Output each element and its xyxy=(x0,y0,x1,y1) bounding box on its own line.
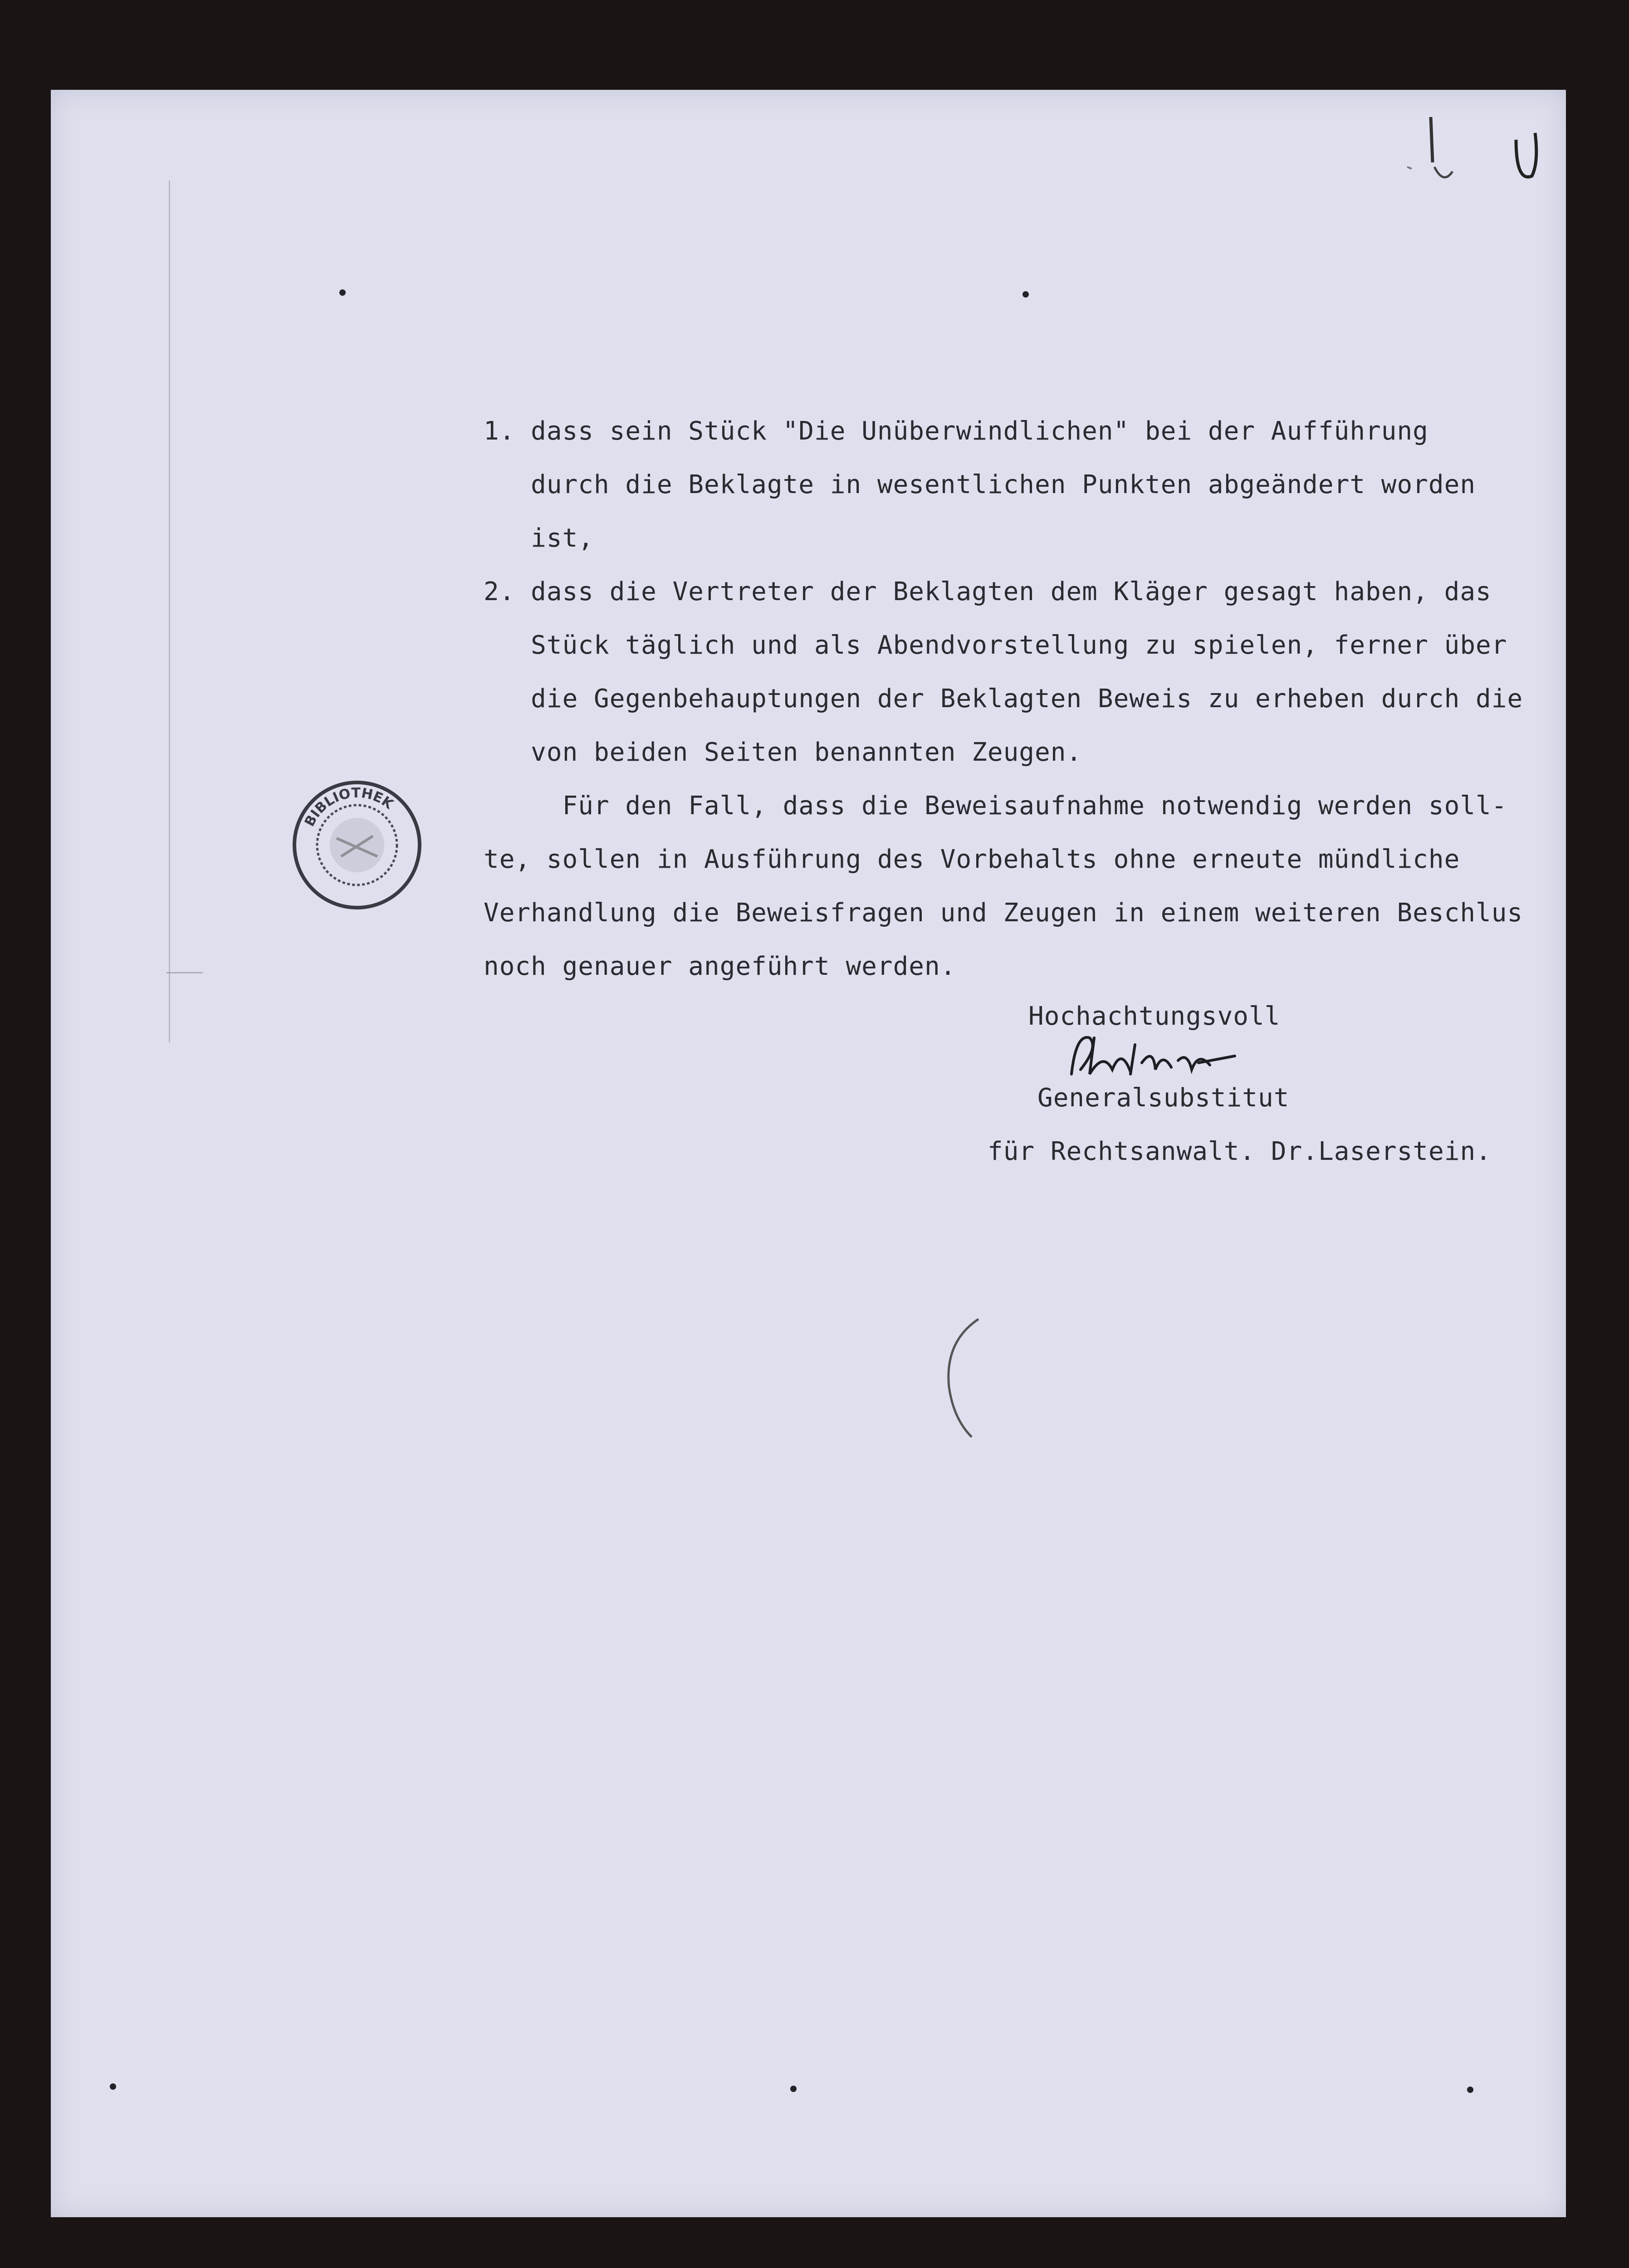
punch-dot xyxy=(790,2086,797,2092)
text-line: durch die Beklagte in wesentlichen Punkten abgeändert worden xyxy=(484,470,1476,499)
closing-text: Hochachtungsvoll xyxy=(1028,1002,1281,1031)
text-line: Stück täglich und als Abendvorstellung zu spielen, ferner über xyxy=(484,631,1507,660)
text-line: ist, xyxy=(484,523,594,553)
punch-dot xyxy=(1467,2087,1473,2093)
for-line: für Rechtsanwalt. Dr.Laserstein. xyxy=(988,1137,1492,1166)
punch-dot xyxy=(1022,291,1029,298)
text-line: Verhandlung die Beweisfragen und Zeugen in einem weiteren Beschlus xyxy=(484,898,1523,928)
document-page xyxy=(51,90,1566,2217)
punch-dot xyxy=(110,2083,116,2090)
pencil-mark-icon xyxy=(1366,108,1548,212)
text-line: te, sollen in Ausführung des Vorbehalts ohne erneute mündliche xyxy=(484,845,1460,874)
handwritten-signature xyxy=(1062,1020,1253,1088)
margin-tick xyxy=(166,972,203,973)
text-line: 2. dass die Vertreter der Beklagten dem Kläger gesagt haben, das xyxy=(484,577,1492,606)
library-stamp xyxy=(291,779,423,911)
punch-dot xyxy=(339,289,346,296)
stamp-text: BIBLIOTHEK xyxy=(301,785,396,829)
signer-title: Generalsubstitut xyxy=(1037,1083,1290,1113)
margin-line xyxy=(169,181,170,1042)
text-line: Für den Fall, dass die Beweisaufnahme notwendig werden soll- xyxy=(484,791,1507,821)
text-line: die Gegenbehauptungen der Beklagten Beweis zu erheben durch die xyxy=(484,684,1523,714)
pencil-bracket-icon xyxy=(935,1315,990,1442)
text-line: 1. dass sein Stück "Die Unüberwindlichen" bei der Aufführung xyxy=(484,416,1428,446)
text-line: von beiden Seiten benannten Zeugen. xyxy=(484,738,1082,767)
text-line: noch genauer angeführt werden. xyxy=(484,952,956,981)
